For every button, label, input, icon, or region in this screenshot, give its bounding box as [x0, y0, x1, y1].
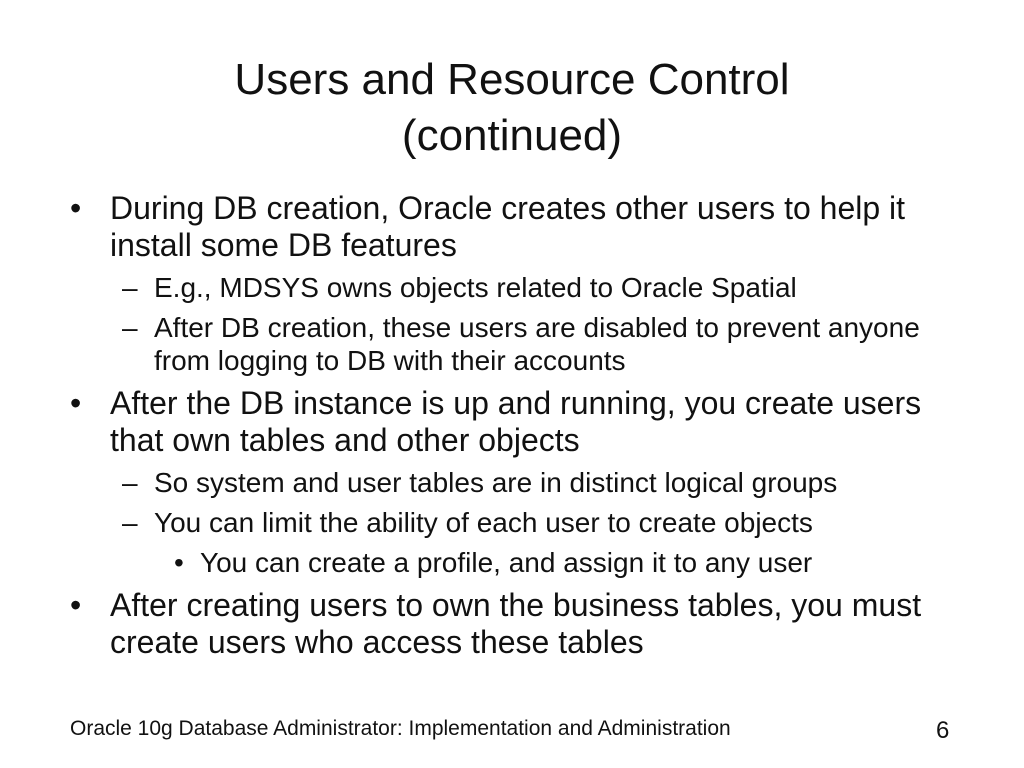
slide-title-line-2: (continued): [401, 111, 623, 160]
sub-bullet-item: [70, 311, 1010, 377]
sub-sub-bullet-item: [70, 546, 1010, 579]
sub-bullet-item: [70, 506, 1010, 539]
sub-sub-bullet-marker: •: [174, 547, 184, 578]
slide-title-line-1: Users and Resource Control: [234, 55, 790, 104]
bullet-item: [70, 190, 1010, 264]
sub-bullet-marker: –: [122, 467, 138, 498]
footer-text: Oracle 10g Database Administrator: Implementation and Administration: [70, 717, 731, 740]
bullet-text: After the DB instance is up and running, you create users that own tables and other objects: [110, 385, 922, 458]
bullet-item: [70, 587, 1010, 661]
sub-bullet-text: You can limit the ability of each user to create objects: [154, 507, 813, 538]
bullet-marker: •: [70, 190, 82, 226]
sub-bullet-text: E.g., MDSYS owns objects related to Oracle Spatial: [154, 272, 797, 303]
bullet-marker: •: [70, 587, 82, 623]
sub-bullet-marker: –: [122, 272, 138, 303]
bullet-list: [70, 190, 1010, 661]
bullet-text: After creating users to own the business tables, you must create users who access these tables: [110, 587, 922, 660]
sub-bullet-item: [70, 271, 1010, 304]
bullet-text: During DB creation, Oracle creates other users to help it install some DB features: [110, 190, 906, 263]
sub-bullet-text: After DB creation, these users are disabled to prevent anyone from logging to DB with their accounts: [154, 312, 920, 376]
bullet-marker: •: [70, 385, 82, 421]
sub-sub-bullet-text: You can create a profile, and assign it to any user: [200, 547, 813, 578]
sub-bullet-text: So system and user tables are in distinct logical groups: [154, 467, 838, 498]
sub-bullet-marker: –: [122, 312, 138, 343]
bullet-item: [70, 385, 1010, 459]
sub-bullet-item: [70, 466, 1010, 499]
slide-title: [0, 52, 1024, 164]
sub-bullet-marker: –: [122, 507, 138, 538]
page-number: 6: [936, 717, 950, 744]
